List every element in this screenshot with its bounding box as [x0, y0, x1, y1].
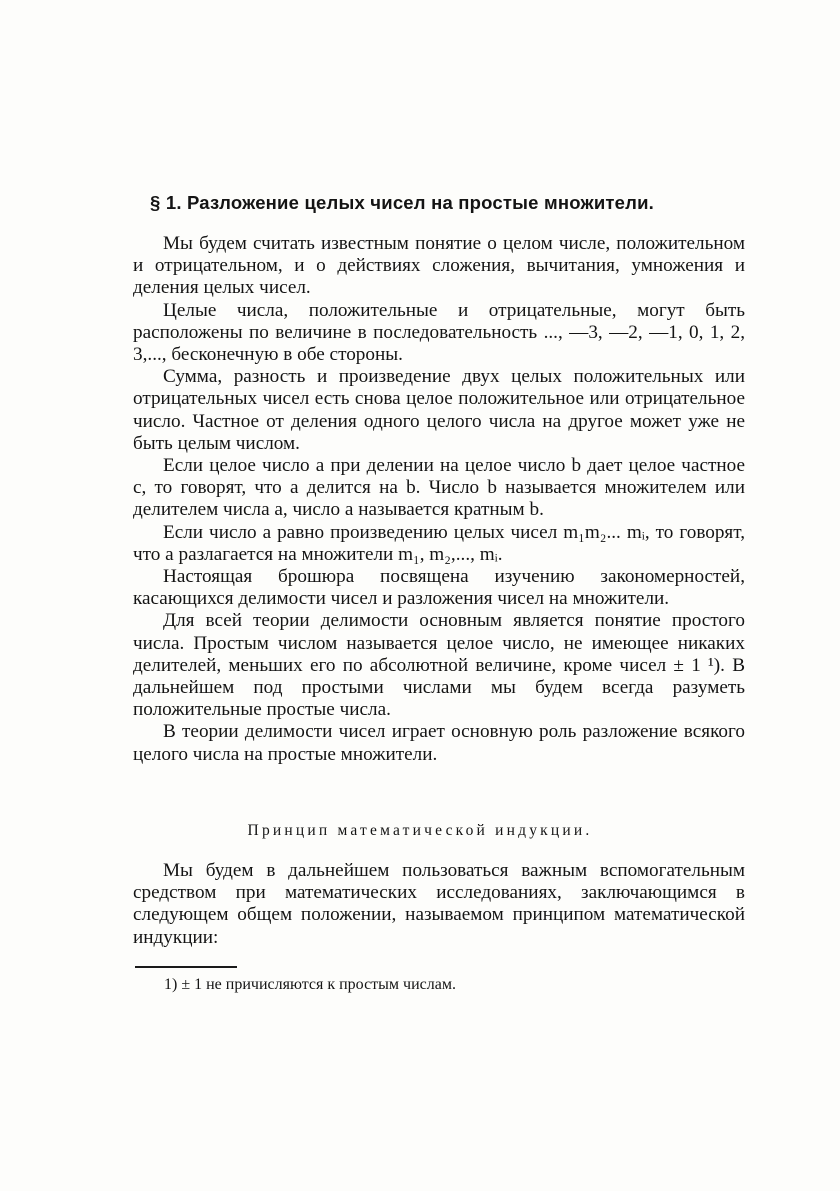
- paragraph: Мы будем считать известным понятие о целом числе, положительном и отрицательном, и о действиях сложения, вычитания, умножения и деления целых чисел.: [133, 233, 745, 299]
- paragraph: Сумма, разность и произведение двух целых положительных или отрицательных чисел есть снова целое положительное или отрицательное число. Частное от деления одного целого числа на другое может уже не быть целым числом.: [133, 366, 745, 454]
- footnote: [164, 976, 456, 994]
- paragraph: Мы будем в дальнейшем пользоваться важным вспомогательным средством при математических исследованиях, заключающимся в следующем общем положении, называемом принципом математической индукции:: [133, 860, 745, 948]
- paragraph: Целые числа, положительные и отрицательные, могут быть расположены по величине в последовательность ..., —3, —2, —1, 0, 1, 2, 3,..., бесконечную в обе стороны.: [133, 299, 745, 366]
- paragraph: В теории делимости чисел играет основную роль разложение всякого целого числа на простые множители.: [133, 721, 745, 765]
- paragraph: Для всей теории делимости основным является понятие простого числа. Простым числом называется целое число, не имеющее никаких делителей, меньших его по абсолютной величине, кроме чисел ± 1 ¹). В дальнейшем под простыми числами мы будем всегда разуметь положительные простые числа.: [133, 610, 745, 721]
- main-text: [133, 233, 745, 766]
- paragraph: Если число a равно произведению целых чисел m₁m₂... mᵢ, то говорят, что a разлагается на множители m₁, m₂,..., mᵢ.: [133, 521, 745, 565]
- paragraph: Настоящая брошюра посвящена изучению закономерностей, касающихся делимости чисел и разложения чисел на множители.: [133, 566, 745, 610]
- footnote-rule: [135, 966, 237, 968]
- main-text-2: [133, 860, 745, 949]
- section-heading: § 1. Разложение целых чисел на простые множители.: [150, 192, 655, 213]
- subsection-heading: Принцип математической индукции.: [247, 822, 593, 839]
- footnote-marker: 1): [164, 976, 178, 993]
- footnote-text: ± 1 не причисляются к простым числам.: [181, 976, 456, 993]
- paragraph: Если целое число a при делении на целое число b дает целое частное c, то говорят, что a делится на b. Число b называется множителем или делителем числа a, число a называется кратным b.: [133, 455, 745, 521]
